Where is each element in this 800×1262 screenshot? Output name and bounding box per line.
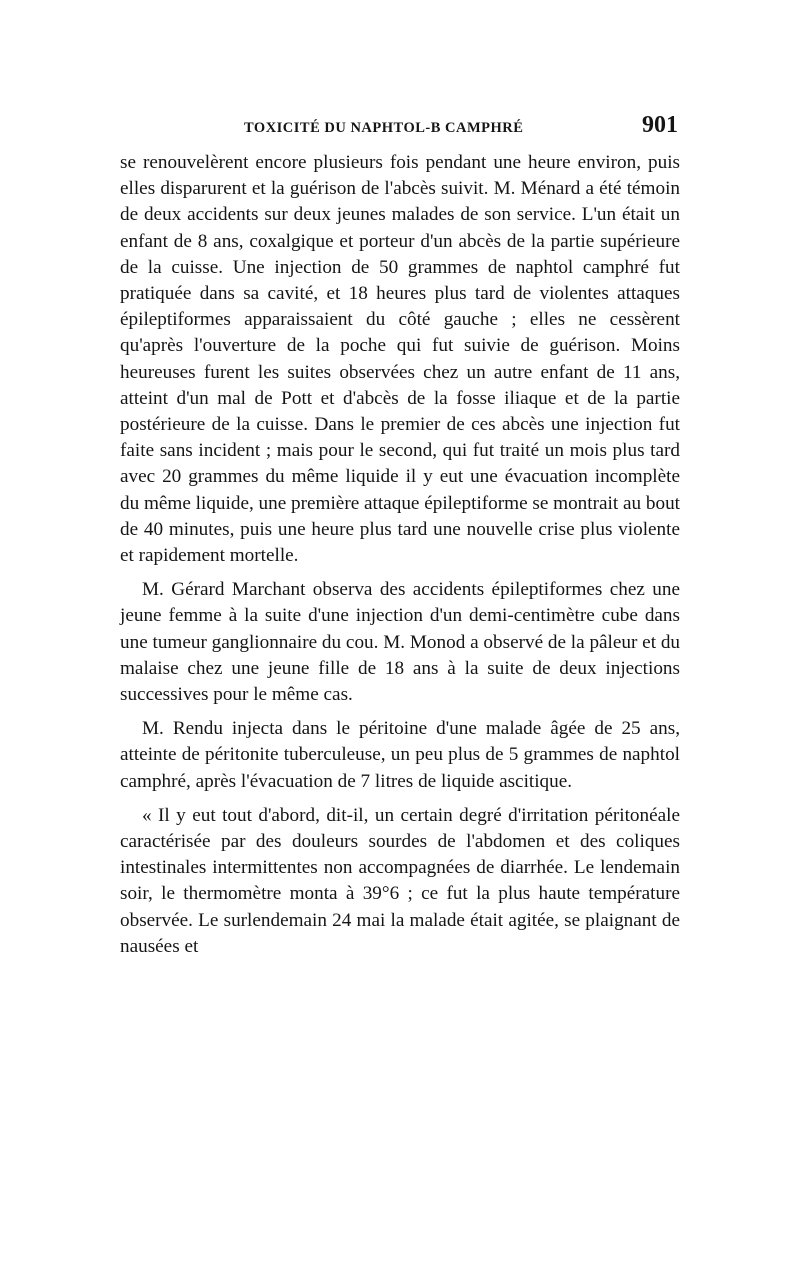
paragraph-quote: « Il y eut tout d'abord, dit-il, un certain degré d'irritation péritonéale caractérisée par des douleurs sourdes de l'abdomen et des coliques intestinales intermittentes non accompagnées de diarrhée. Le lendemain soir, le thermomètre monta à 39°6 ; ce fut la plus haute température observée. Le surlendemain 24 mai la malade était agitée, se plaignant de nausées et [120,804,680,957]
body-text [120,150,680,960]
paragraph-continuation: se renouvelèrent encore plusieurs fois pendant une heure environ, puis elles disparurent et la guérison de l'abcès suivit. M. Ménard a été témoin de deux accidents sur deux jeunes malades de son service. L'un était un enfant de 8 ans, coxalgique et porteur d'un abcès de la partie supérieure de la cuisse. Une injection de 50 grammes de naphtol camphré fut pratiquée dans sa cavité, et 18 heures plus tard de violentes attaques épileptiformes apparaissaient du côté gauche ; elles ne cessèrent qu'après l'ouverture de la poche qui fut suivie de guérison. Moins heureuses furent les suites observées chez un autre enfant de 11 ans, atteint d'un mal de Pott et d'abcès de la fosse iliaque et de la partie postérieure de la cuisse. Dans le premier de ces abcès une injection fut faite sans incident ; mais pour le second, qui fut traité un mois plus tard avec 20 grammes du même liquide il y eut une évacuation incomplète du même liquide, une première attaque épileptiforme se montrait au bout de 40 minutes, puis une heure plus tard une nouvelle crise plus violente et rapidement mortelle. [120,152,680,567]
paragraph-rendu: M. Rendu injecta dans le péritoine d'une malade âgée de 25 ans, atteinte de péritonite tuberculeuse, un peu plus de 5 grammes de naphtol camphré, après l'évacuation de 7 litres de liquide ascitique. [120,718,680,792]
running-title: TOXICITÉ DU NAPHTOL-B CAMPHRÉ [244,120,524,136]
page-header [120,112,682,146]
page-number: 901 [642,112,678,138]
paragraph-marchant: M. Gérard Marchant observa des accidents épileptiformes chez une jeune femme à la suite d'une injection d'un demi-centimètre cube dans une tumeur ganglionnaire du cou. M. Monod a observé de la pâleur et du malaise chez une jeune fille de 18 ans à la suite de deux injections successives pour le même cas. [120,579,681,706]
